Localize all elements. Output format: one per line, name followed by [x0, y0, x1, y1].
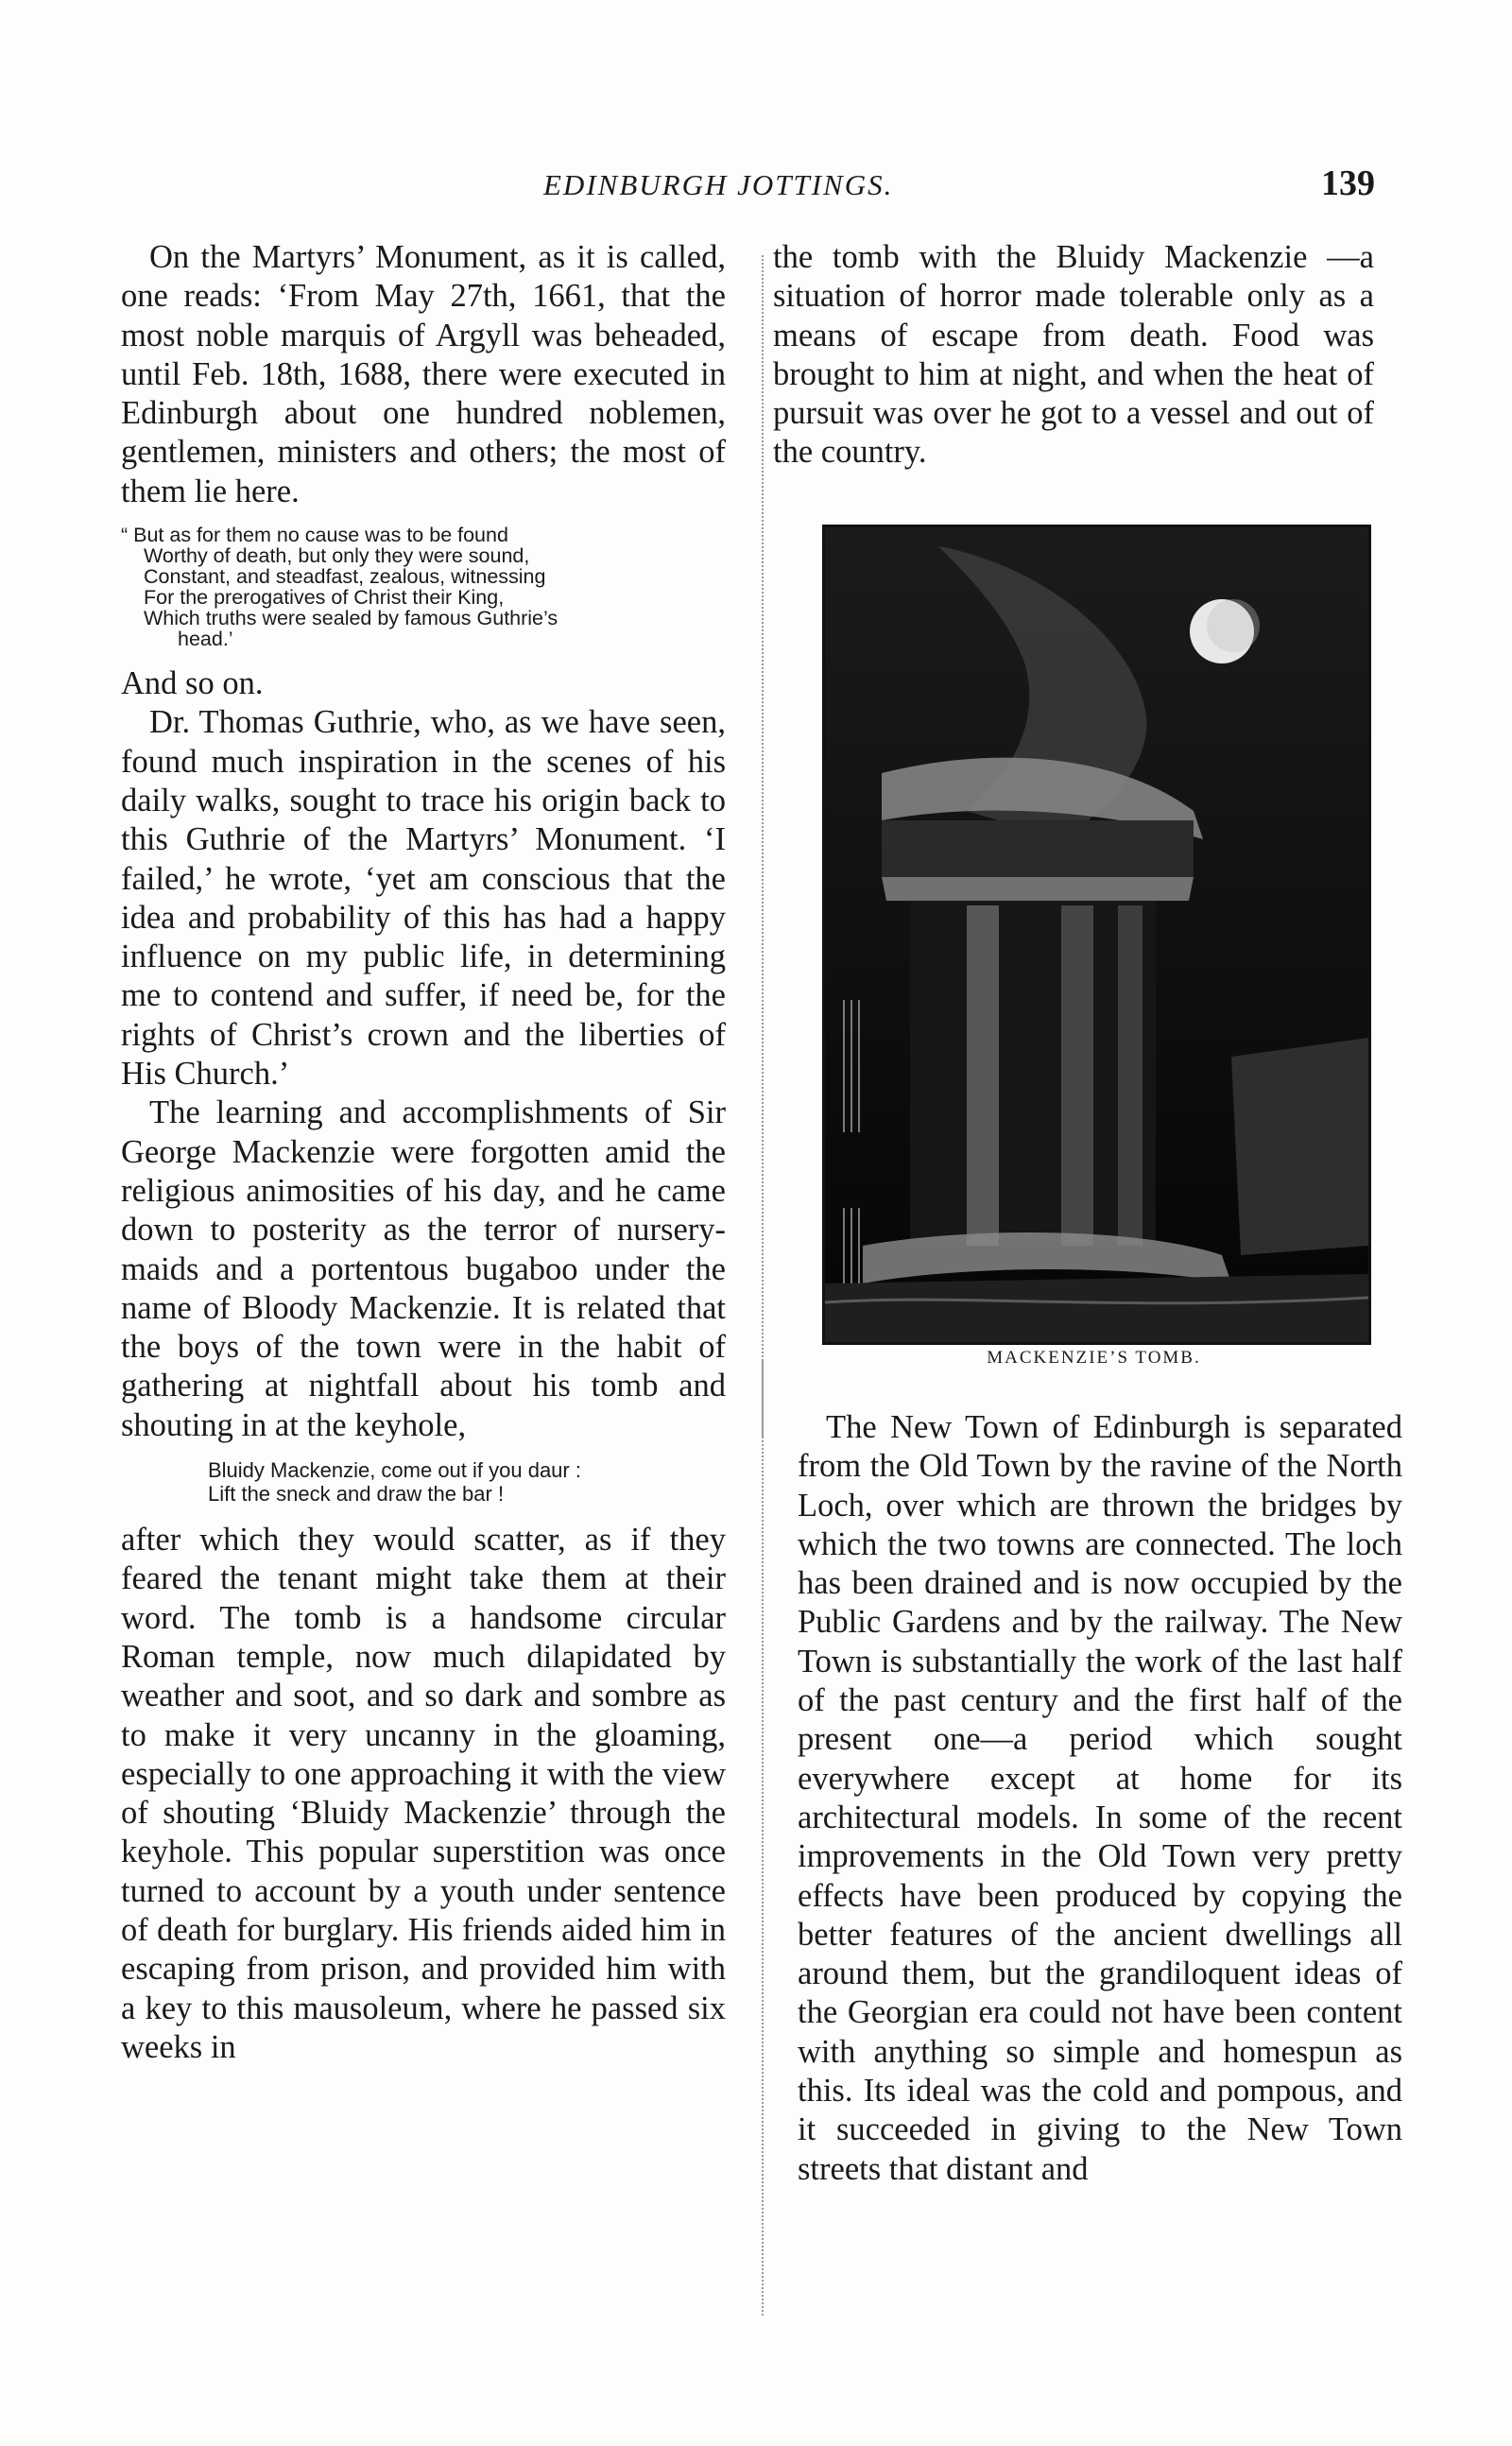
verse-line: Constant, and steadfast, zealous, witnessing — [144, 565, 546, 589]
verse-quotation — [121, 525, 726, 649]
rhyme-quotation — [208, 1458, 726, 1506]
column-divider — [762, 1361, 764, 2316]
mackenzie-tomb-illustration — [822, 525, 1371, 1345]
paragraph: after which they would scatter, as if they feared the tenant might take them at their word. The tomb is a handsome circular Roman temple, now much dilapidated by weather and soot, and so dark and sombre as to make it very uncanny in the gloaming, especially to one approaching it with the view of shouting ‘Bluidy Mackenzie’ through the keyhole. This popular superstition was once turned to account by a youth under sentence of death for burglary. His friends aided him in escaping from prison, and provided him with a key to this mausoleum, where he passed six weeks in — [121, 1522, 726, 2065]
running-head-title: EDINBURGH JOTTINGS. — [543, 168, 894, 201]
figure-caption: MACKENZIE’S TOMB. — [987, 1348, 1201, 1368]
verse-line: head.’ — [178, 628, 233, 651]
verse-line: For the prerogatives of Christ their King, — [144, 586, 505, 610]
paragraph: The learning and accomplishments of Sir George Mackenzie were forgotten amid the religious animosities of his day, and he came down to posterity as the terror of nursery-maids and a portentous bugaboo under the name of Bloody Mackenzie. It is related that the boys of the town were in the habit of gathering at nightfall about his tomb and shouting in at the keyhole, — [121, 1094, 726, 1443]
verse-line: “ But as for them no cause was to be found — [121, 524, 508, 547]
running-head — [543, 164, 1375, 215]
verse-line: Lift the sneck and draw the bar ! — [208, 1482, 505, 1507]
right-column-bottom — [798, 1408, 1402, 2189]
column-divider — [762, 255, 764, 1437]
right-column-top — [773, 238, 1374, 473]
verse-line: Which truths were sealed by famous Guthrie’s — [144, 607, 558, 630]
paragraph: The New Town of Edinburgh is separated from the Old Town by the ravine of the North Loch, over which are thrown the bridges by which the two towns are connected. The loch has been drained and is now occupied by the Public Gardens and by the railway. The New Town is substantially the work of the last half of the past century and the first half of the present one—a period which sought everywhere except at home for its architectural models. In some of the recent improvements in the Old Town very pretty effects have been produced by copying the better features of the ancient dwellings all around them, but the grandiloquent ideas of the Georgian era could not have been content with anything so simple and homespun as this. Its ideal was the cold and pompous, and it succeeded in giving to the New Town streets that distant and — [798, 1409, 1402, 2187]
verse-line: Worthy of death, but only they were sound, — [144, 544, 530, 568]
page-number: 139 — [1321, 164, 1375, 203]
paragraph: Dr. Thomas Guthrie, who, as we have seen, found much inspiration in the scenes of his daily walks, sought to trace his origin back to this Guthrie of the Martyrs’ Monument. ‘I failed,’ he wrote, ‘yet am conscious that the idea and probability of this has had a happy influence on my public life, in determining me to contend and suffer, if need be, for the rights of Christ’s crown and the liberties of His Church.’ — [121, 704, 726, 1093]
verse-line: Bluidy Mackenzie, come out if you daur : — [208, 1458, 581, 1483]
paragraph: On the Martyrs’ Monument, as it is called, one reads: ‘From May 27th, 1661, that the most noble marquis of Argyll was beheaded, until Feb. 18th, 1688, there were executed in Edinburgh about one hundred noblemen, gentlemen, ministers and others; the most of them lie here. — [121, 239, 726, 509]
left-column — [121, 238, 726, 2067]
paragraph: And so on. — [121, 665, 264, 702]
paragraph: the tomb with the Bluidy Mackenzie —a situation of horror made tolerable only as a means of escape from death. Food was brought to him at night, and when the heat of pursuit was over he got to a vessel and out of the country. — [773, 239, 1374, 471]
